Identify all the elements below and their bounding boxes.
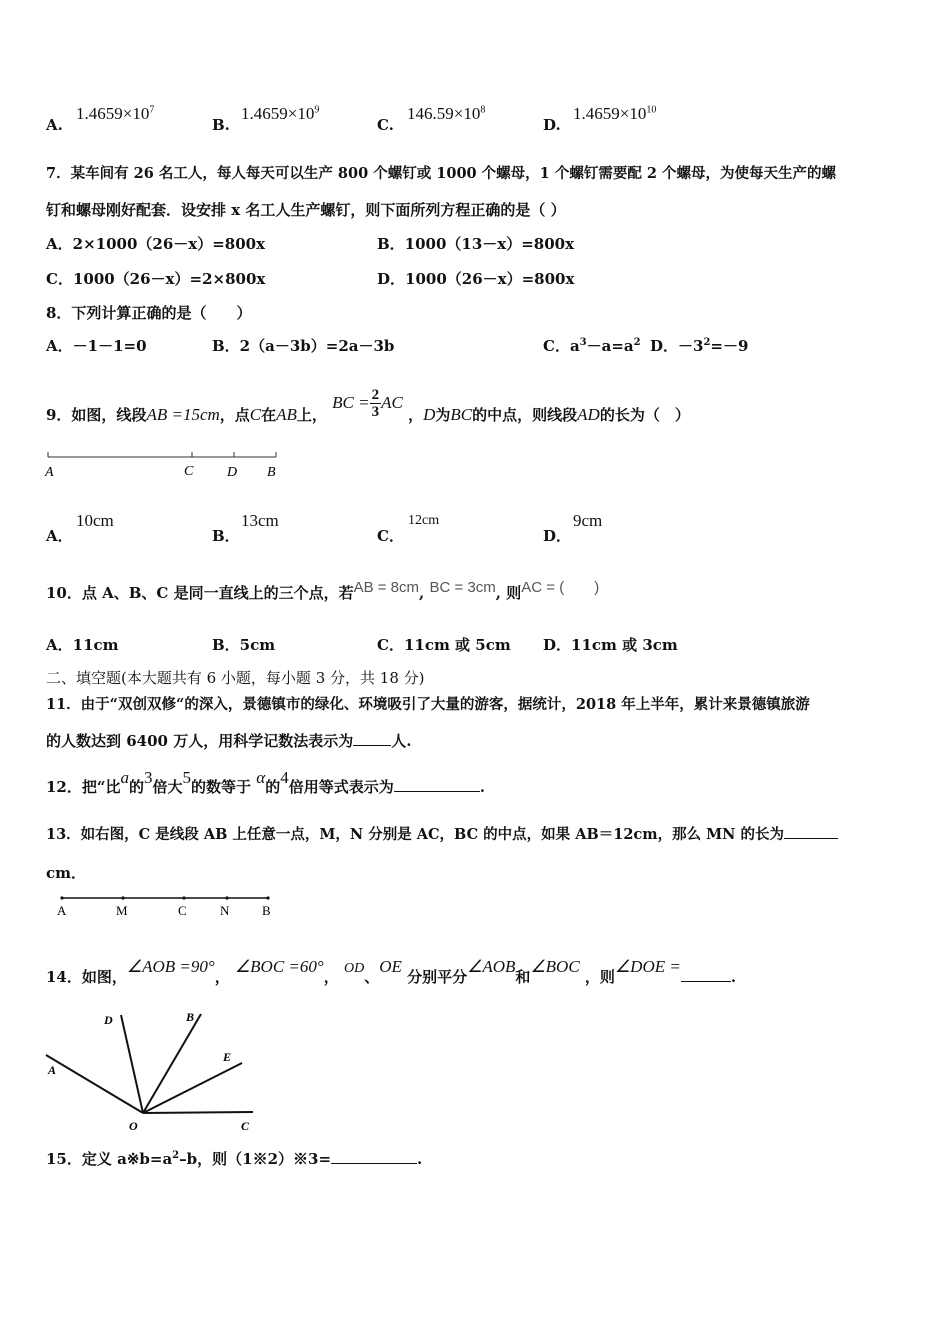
section-2-heading: 二、填空题(本大题共有 6 小题，每小题 3 分，共 18 分) — [46, 669, 425, 687]
q14-angle-figure — [40, 1006, 270, 1136]
q13-point-a — [60, 896, 63, 899]
q12-stem: 12．把“比a的3倍大5的数等于 α的4倍用等式表示为 . — [46, 768, 485, 796]
q6-option-b-value: $1.4659\times 10^9$ — [241, 104, 320, 123]
q6-option-c-label: C. — [377, 116, 394, 134]
q7-option-c: C．1000（26－x）=2×800x — [46, 270, 266, 288]
q14-stem: 14．如图，∠AOB =90°， ∠BOC =60°， OD、OE 分别平分∠AOB和∠BOC ，则∠DOE =. — [46, 957, 737, 986]
q10-stem: 10．点 A、B、C 是同一直线上的三个点，若AB = 8cm, BC = 3cm, 则AC = ( ) — [46, 579, 600, 602]
q11-stem-line2: 的人数达到 6400 万人，用科学记数法表示为 人. — [46, 732, 412, 750]
q6-option-a-value: $1.4659\times 10^7$ — [76, 104, 155, 123]
q9-option-a-value: 10cm — [76, 511, 114, 530]
q13-answer-blank[interactable] — [784, 824, 838, 839]
q13-label-c: C — [178, 903, 187, 918]
q13-segment-figure — [50, 890, 280, 920]
q9-option-a-label: A． — [46, 527, 73, 545]
q9-stem: 9．如图，线段AB =15cm，点C在AB上， BC = $\frac{2}{3}$ AC ，D为BC的中点，则线段AD的长为（ ） — [46, 387, 690, 424]
q14-ray-oc — [143, 1112, 253, 1113]
q7-stem-line1: 7．某车间有 26 名工人，每人每天可以生产 800 个螺钉或 1000 个螺母，1 个螺钉需要配 2 个螺母，为使每天生产的螺 — [46, 165, 836, 182]
q9-label-b: B — [267, 465, 276, 480]
q10-option-b: B．5cm — [212, 636, 276, 654]
q9-option-c-label: C． — [377, 527, 404, 545]
q13-label-b: B — [262, 903, 271, 918]
q7-option-d: D．1000（26－x）=800x — [377, 270, 575, 288]
q14-ray-od — [121, 1015, 143, 1113]
q10-option-d: D．11cm 或 3cm — [543, 636, 678, 654]
q14-answer-blank[interactable] — [681, 967, 731, 982]
q11-stem-line1: 11．由于“双创双修“的深入，景德镇市的绿化、环境吸引了大量的游客，据统计，2018 年上半年，累计来景德镇旅游 — [46, 696, 810, 713]
q10-option-c: C．11cm 或 5cm — [377, 636, 511, 654]
q7-option-a: A．2×1000（26－x）=800x — [46, 235, 266, 253]
q9-option-b-label: B． — [212, 527, 240, 545]
q14-label-d: D — [104, 1013, 113, 1027]
q11-answer-blank[interactable] — [353, 731, 391, 746]
q7-stem-line2: 钉和螺母刚好配套．设安排 x 名工人生产螺钉，则下面所列方程正确的是（ ） — [46, 201, 566, 219]
q10-option-a: A．11cm — [46, 636, 119, 654]
q6-option-d-label: D. — [543, 116, 561, 134]
q6-option-a-label: A. — [46, 116, 63, 134]
q13-point-c — [182, 896, 185, 899]
q13-stem-line1: 13．如右图，C 是线段 AB 上任意一点，M，N 分别是 AC，BC 的中点，如果 AB＝12cm，那么 MN 的长为 — [46, 823, 838, 844]
q13-label-m: M — [116, 903, 128, 918]
q13-label-a: A — [57, 903, 67, 918]
q6-option-c-value: $146.59\times 10^8$ — [407, 104, 486, 123]
q14-ray-oa — [46, 1055, 143, 1113]
q15-stem: 15．定义 $a※b=a^2-b$，则（1※2）※3= . — [46, 1150, 423, 1168]
q14-label-a: A — [48, 1063, 57, 1077]
q13-stem-line2: cm． — [46, 864, 87, 882]
q9-option-d-value: 9cm — [573, 511, 603, 530]
q6-option-b-label: B. — [212, 116, 230, 134]
q15-answer-blank[interactable] — [331, 1149, 417, 1164]
q9-option-d-label: D． — [543, 527, 572, 545]
q8-option-d: D．$-3^2=-9$ — [650, 337, 749, 355]
q9-label-a: A — [45, 465, 54, 480]
q9-segment-figure — [40, 446, 290, 482]
q13-point-b — [266, 896, 269, 899]
q7-option-b: B．1000（13－x）=800x — [377, 235, 575, 253]
q14-label-b: B — [186, 1010, 195, 1024]
q13-point-m — [121, 896, 124, 899]
q9-label-c: C — [184, 464, 194, 479]
q8-option-a: A．－1－1=0 — [46, 337, 147, 355]
q14-label-o: O — [129, 1119, 138, 1133]
q12-answer-blank[interactable] — [394, 777, 480, 792]
q14-label-c: C — [241, 1119, 250, 1133]
q6-option-d-value: $1.4659\times 10^{10}$ — [573, 104, 657, 123]
q14-label-e: E — [223, 1050, 232, 1064]
q9-option-c-value: 12cm — [408, 513, 440, 528]
q13-label-n: N — [220, 903, 230, 918]
q8-stem: 8．下列计算正确的是（ ） — [46, 304, 252, 322]
q13-point-n — [225, 896, 228, 899]
q8-option-b: B．2（a－3b）=2a－3b — [212, 337, 395, 355]
q9-label-d: D — [227, 465, 238, 480]
q8-option-c: C．$a^3-a=a^2$ — [543, 337, 641, 355]
q9-option-b-value: 13cm — [241, 511, 279, 530]
